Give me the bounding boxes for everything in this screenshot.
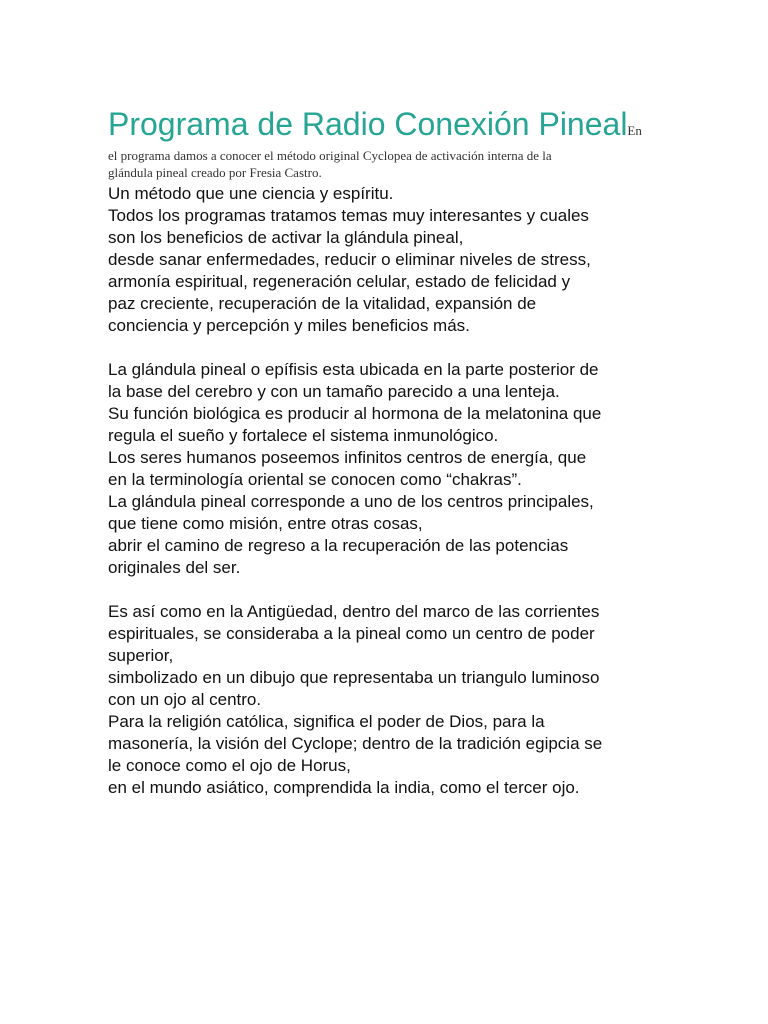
text-line: son los beneficios de activar la glándula pineal, — [108, 228, 464, 247]
text-line: Su función biológica es producir al hormona de la melatonina que — [108, 404, 602, 423]
text-line: superior, — [108, 646, 174, 665]
text-line: originales del ser. — [108, 558, 241, 577]
title-line — [108, 104, 648, 151]
text-line: espirituales, se consideraba a la pineal como un centro de poder — [108, 624, 595, 643]
text-line: Es así como en la Antigüedad, dentro del marco de las corrientes — [108, 602, 600, 621]
intro-line: glándula pineal creado por Fresia Castro. — [108, 165, 322, 180]
document-page — [108, 104, 648, 799]
intro-lead-text: En — [627, 123, 642, 138]
text-line: Los seres humanos poseemos infinitos centros de energía, que — [108, 448, 587, 467]
text-line: simbolizado en un dibujo que representaba un triangulo luminoso — [108, 668, 600, 687]
text-line: la base del cerebro y con un tamaño parecido a una lenteja. — [108, 382, 560, 401]
text-line: Para la religión católica, significa el poder de Dios, para la — [108, 712, 545, 731]
paragraph-1 — [108, 183, 648, 337]
paragraph-3 — [108, 601, 648, 799]
text-line: en el mundo asiático, comprendida la india, como el tercer ojo. — [108, 778, 580, 797]
paragraph-2 — [108, 359, 648, 579]
text-line: paz creciente, recuperación de la vitalidad, expansión de — [108, 294, 537, 313]
intro-line: el programa damos a conocer el método original Cyclopea de activación interna de la — [108, 148, 552, 163]
text-line: masonería, la visión del Cyclope; dentro de la tradición egipcia se — [108, 734, 603, 753]
text-line: abrir el camino de regreso a la recuperación de las potencias — [108, 536, 569, 555]
text-line: con un ojo al centro. — [108, 690, 262, 709]
text-line: Todos los programas tratamos temas muy interesantes y cuales — [108, 206, 589, 225]
text-line: conciencia y percepción y miles beneficios más. — [108, 316, 470, 335]
text-line: desde sanar enfermedades, reducir o eliminar niveles de stress, — [108, 250, 591, 269]
text-line: que tiene como misión, entre otras cosas, — [108, 514, 423, 533]
page-title: Programa de Radio Conexión Pineal — [108, 106, 628, 142]
text-line: en la terminología oriental se conocen como “chakras”. — [108, 470, 522, 489]
text-line: le conoce como el ojo de Horus, — [108, 756, 351, 775]
body-text — [108, 183, 648, 799]
text-line: La glándula pineal o epífisis esta ubicada en la parte posterior de — [108, 360, 599, 379]
text-line: Un método que une ciencia y espíritu. — [108, 184, 394, 203]
text-line: armonía espiritual, regeneración celular, estado de felicidad y — [108, 272, 571, 291]
text-line: La glándula pineal corresponde a uno de los centros principales, — [108, 492, 594, 511]
intro-paragraph — [108, 147, 638, 181]
text-line: regula el sueño y fortalece el sistema inmunológico. — [108, 426, 499, 445]
